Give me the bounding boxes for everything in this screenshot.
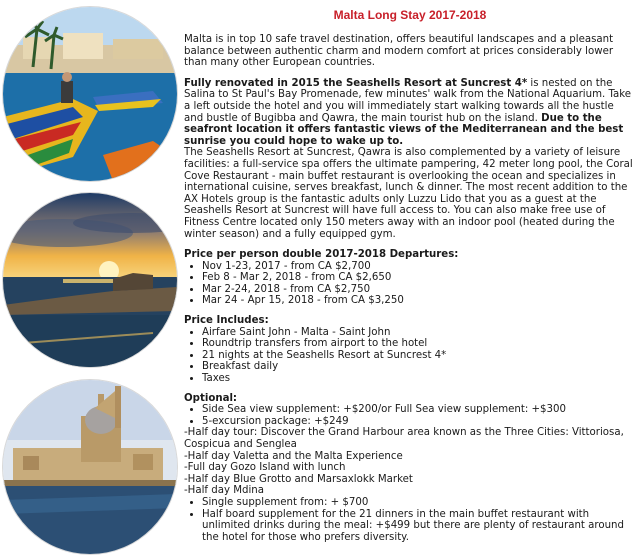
price-item: • Nov 1-23, 2017 - from CA $2,700: [202, 261, 636, 273]
page-title: Malta Long Stay 2017-2018: [333, 8, 487, 22]
prices-heading: Price per person double 2017-2018 Departures:: [184, 249, 459, 261]
price-item: • Feb 8 - Mar 2, 2018 - from CA $2,650: [202, 272, 636, 284]
harbour-boats-photo: [3, 7, 177, 181]
includes-heading: Price Includes:: [184, 315, 269, 327]
resort-paragraph: [184, 78, 636, 148]
sunset-sea-photo: [3, 193, 177, 367]
optional-item: • Half board supplement for the 21 dinners in the main buffet restaurant with unlimited drinks during the meal: +$499 but there are plenty of restaurant around the hotel for those who prefers diversity.: [202, 509, 636, 544]
price-item: • Mar 2-24, 2018 - from CA $2,750: [202, 284, 636, 296]
optional-list-a: [184, 404, 636, 427]
excursion-line: -Half day Blue Grotto and Marsaxlokk Market: [184, 473, 413, 485]
photo-column: [0, 0, 185, 558]
excursion-line: -Half day Valetta and the Malta Experience: [184, 450, 403, 462]
valletta-skyline-photo: [3, 380, 177, 554]
intro-paragraph: Malta is in top 10 safe travel destination, offers beautiful landscapes and a pleasant balance between authentic charm and modern comfort at prices considerably lower than many other European countries.: [184, 34, 614, 69]
resort-lead-bold: Fully renovated in 2015 the Seashells Resort at Suncrest 4*: [184, 77, 528, 89]
optional-item: • 5-excursion package: +$249: [202, 416, 636, 428]
include-item: • Airfare Saint John - Malta - Saint John: [202, 327, 636, 339]
includes-list: [184, 327, 636, 385]
resort-details-paragraph: The Seashells Resort at Suncrest, Qawra is also complemented by a variety of leisure facilities: a full-service spa offers the ultimate pampering, 42 meter long pool, the Coral Cove Restaurant - main buffet restaurant is overlooking the ocean and specializes in international cuisine, serves breakfast, lunch & dinner. The most recent addition to the AX Hotels group is the fantastic adults only Luzzu Lido that you as a guest at the Seashells Resort at Suncrest will have full access to. You can also make free use of Fitness Centre located only 150 meters away with an indoor pool (heated during the winter season) and a fully equipped gym.: [184, 147, 633, 240]
price-item: • Mar 24 - Apr 15, 2018 - from CA $3,250: [202, 295, 636, 307]
prices-list: [184, 261, 636, 307]
resort-lead-text: is nested on the Salina to St Paul's Bay Promenade, few minutes' walk from the National Aquarium. Take a left outside the hotel and you will immediately start walking towards all the hustle and bustle of Bugibba and Qawra, the main tourist hub on the island.: [184, 77, 632, 124]
excursion-line: -Half day tour: Discover the Grand Harbour area known as the Three Cities: Vittoriosa, Cospicua and Senglea: [184, 427, 624, 450]
optional-heading: Optional:: [184, 392, 238, 404]
optional-item: • Side Sea view supplement: +$200/or Full Sea view supplement: +$300: [202, 404, 636, 416]
resort-seafront-bold: Due to the seafront location it offers fantastic views of the Mediterranean and the best sunrise you could hope to wake up to.: [184, 112, 624, 147]
excursion-line: -Full day Gozo Island with lunch: [184, 462, 346, 474]
optional-list-b: [184, 497, 636, 543]
include-item: • 21 nights at the Seashells Resort at Suncrest 4*: [202, 350, 636, 362]
article: [184, 8, 636, 543]
include-item: • Breakfast daily: [202, 361, 636, 373]
include-item: • Roundtrip transfers from airport to the hotel: [202, 338, 636, 350]
excursion-line: -Half day Mdina: [184, 485, 264, 497]
include-item: • Taxes: [202, 373, 636, 385]
optional-item: • Single supplement from: + $700: [202, 497, 636, 509]
